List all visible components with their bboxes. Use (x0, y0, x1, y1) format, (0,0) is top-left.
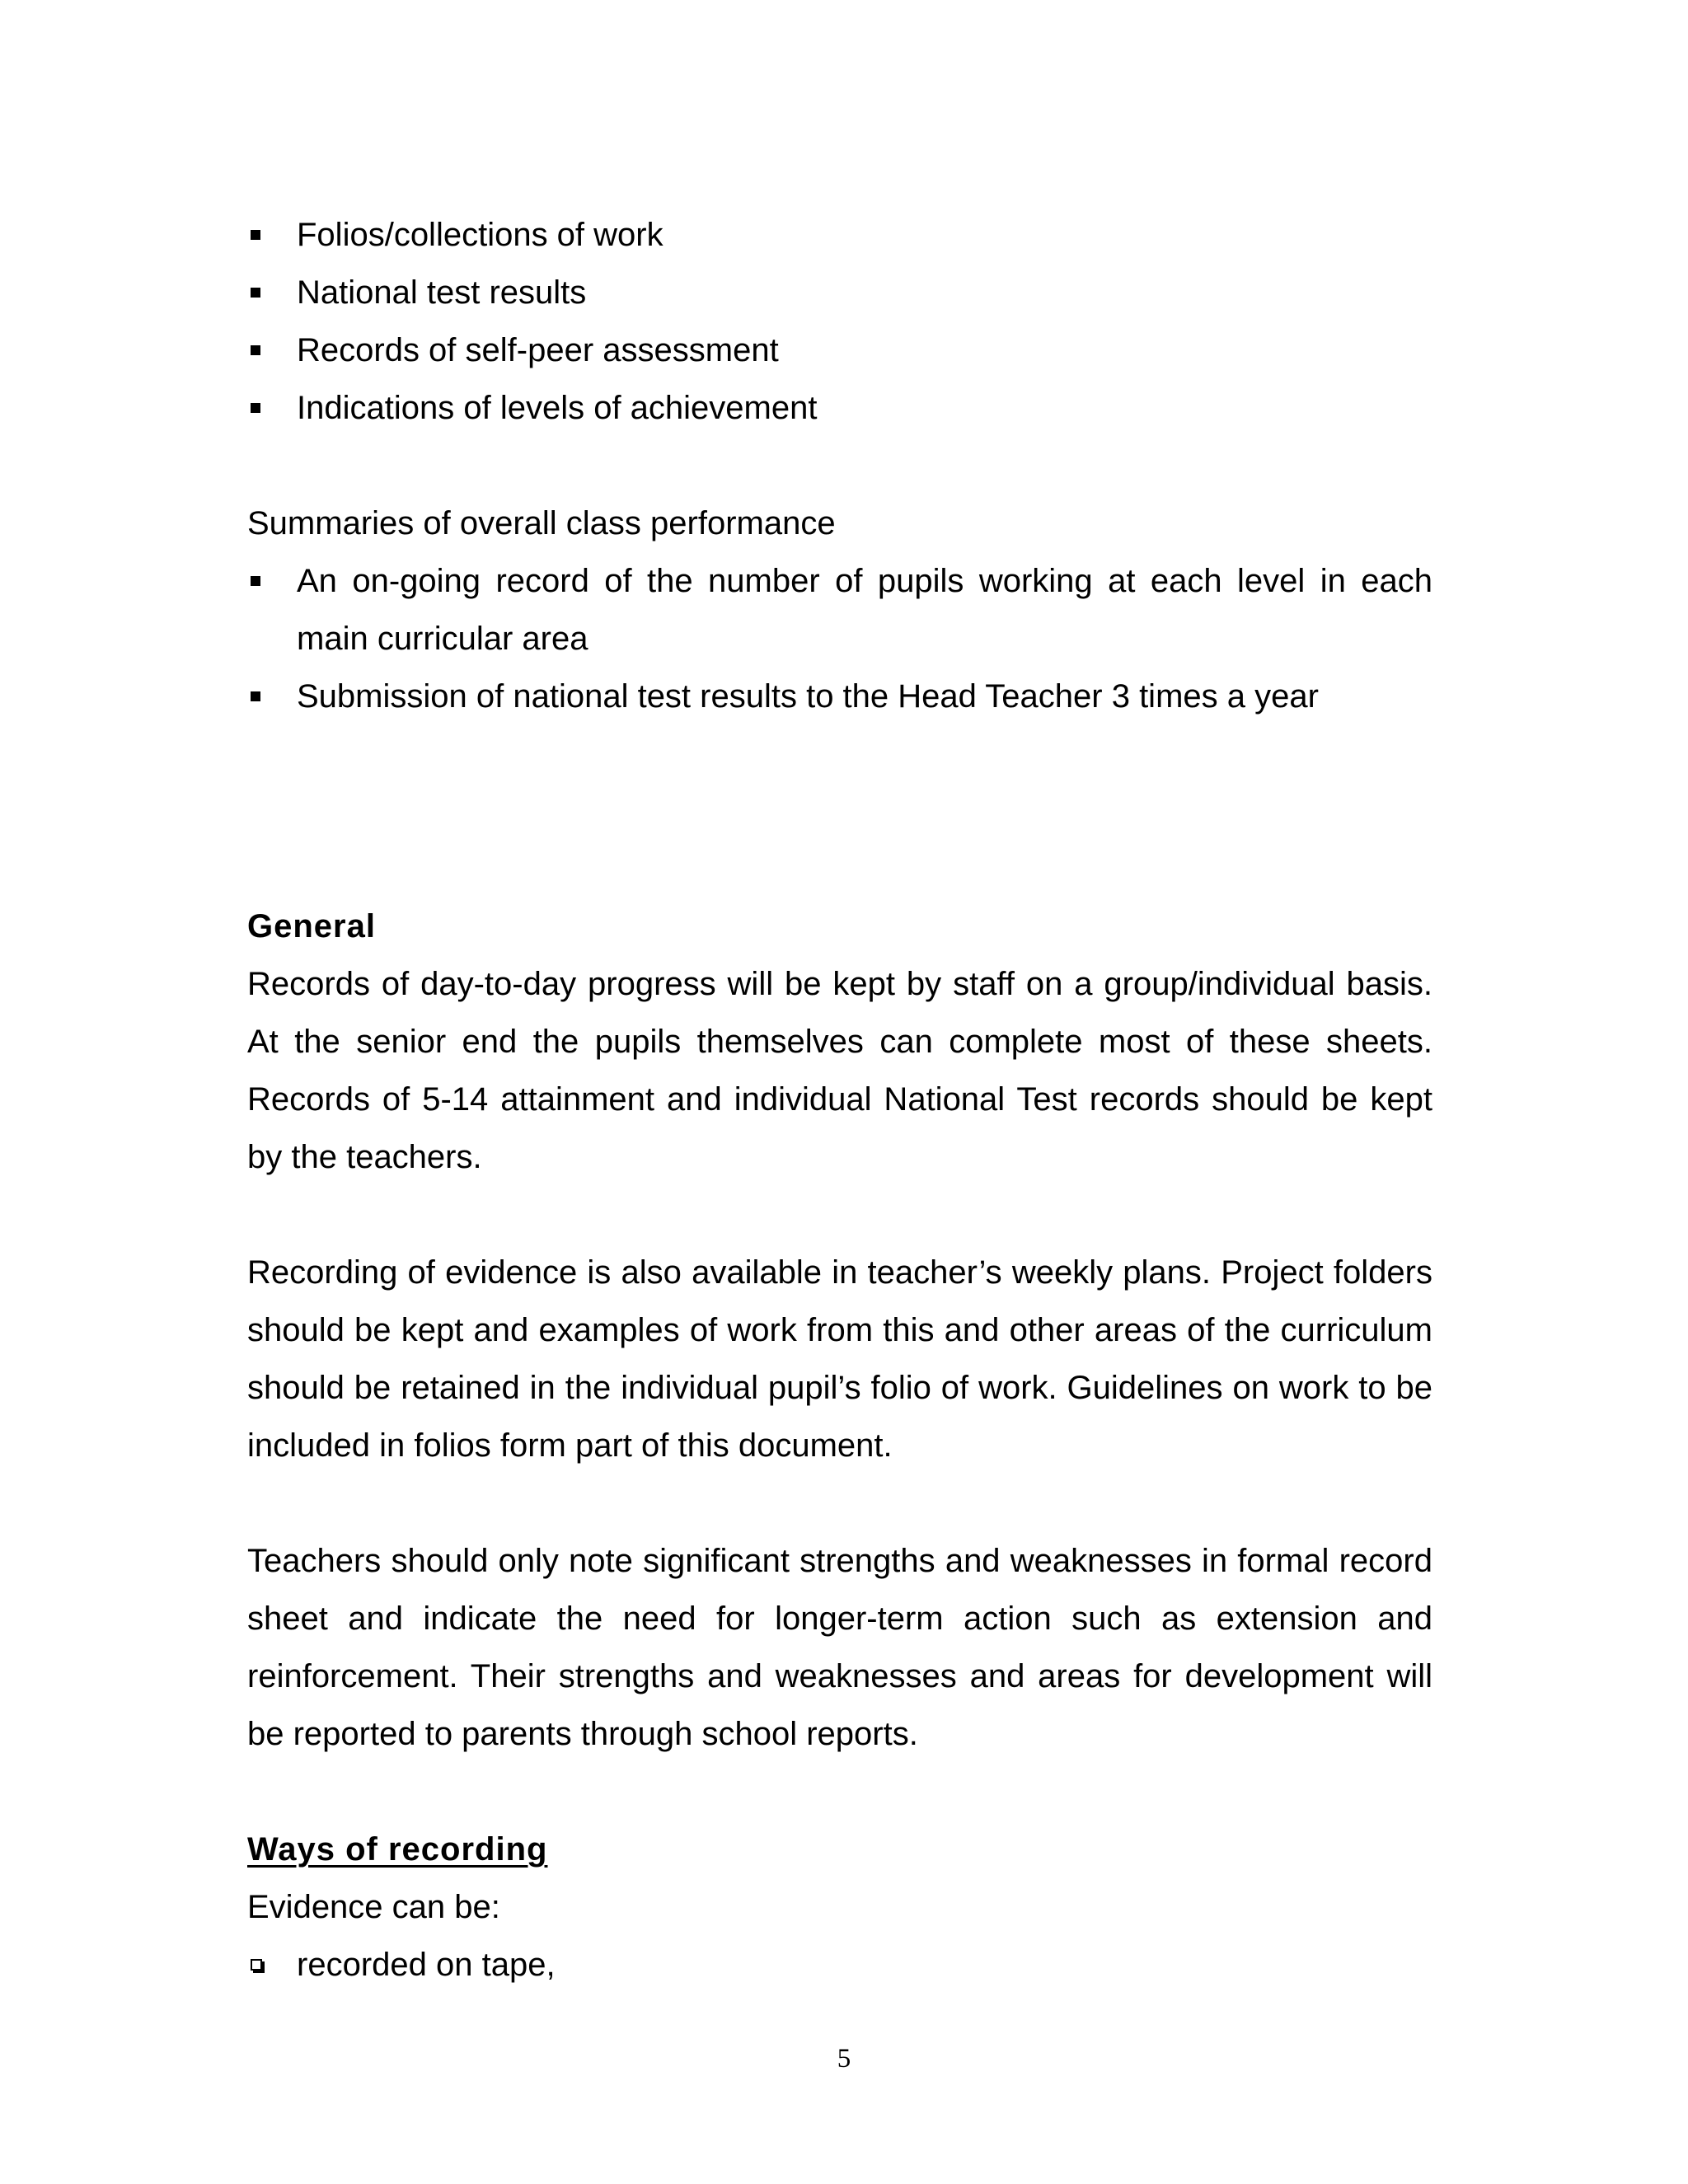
spacer (247, 725, 1432, 898)
list-item (247, 1936, 1432, 1994)
spacer (247, 1474, 1432, 1532)
list-item (247, 668, 1432, 725)
square-bullet-icon (251, 230, 260, 240)
list-item-text: National test results (297, 274, 587, 311)
square-bullet-icon (251, 576, 260, 586)
square-bullet-icon (251, 691, 260, 701)
page-number: 5 (837, 2044, 851, 2074)
general-paragraph: Teachers should only note significant strengths and weaknesses in formal record sheet and indicate the need for longer-term action such as extension and reinforcement. Their strengths and weaknesses and areas for development will be reported to parents through school reports. (247, 1543, 1432, 1752)
list-item-text: Submission of national test results to the Head Teacher 3 times a year (297, 678, 1319, 715)
list-item-text: An on-going record of the number of pupils working at each level in each main curricular area (297, 563, 1432, 657)
list-item (247, 552, 1432, 668)
general-paragraph: Records of day-to-day progress will be kept by staff on a group/individual basis. At the senior end the pupils themselves can complete most of these sheets. Records of 5-14 attainment and individual National Test records should be kept by the teachers. (247, 966, 1432, 1175)
spacer (247, 1763, 1432, 1821)
list-item (247, 321, 1432, 379)
list-item (247, 264, 1432, 321)
hollow-square-bullet-icon (251, 1959, 262, 1971)
square-bullet-icon (251, 403, 260, 413)
general-paragraph: Recording of evidence is also available in teacher’s weekly plans. Project folders should be kept and examples of work from this and other areas of the curriculum should be retained in the individual pupil’s folio of work. Guidelines on work to be included in folios form part of this document. (247, 1254, 1432, 1464)
list-item-text: Records of self-peer assessment (297, 332, 779, 368)
list-item-text: recorded on tape, (297, 1947, 556, 1983)
ways-of-recording-list (247, 1936, 1432, 1994)
summaries-list (247, 552, 1432, 725)
list-item-text: Folios/collections of work (297, 217, 663, 253)
list-item (247, 206, 1432, 264)
spacer (247, 437, 1432, 494)
spacer (247, 1186, 1432, 1244)
list-item (247, 379, 1432, 437)
square-bullet-icon (251, 288, 260, 298)
list-item-text: Indications of levels of achievement (297, 390, 818, 426)
summaries-intro: Summaries of overall class performance (247, 505, 836, 541)
page-content (247, 206, 1432, 1994)
section-heading-general: General (247, 908, 376, 944)
evidence-list (247, 206, 1432, 437)
square-bullet-icon (251, 345, 260, 355)
ways-of-recording-intro: Evidence can be: (247, 1889, 500, 1925)
section-heading-ways-of-recording: Ways of recording (247, 1831, 548, 1868)
